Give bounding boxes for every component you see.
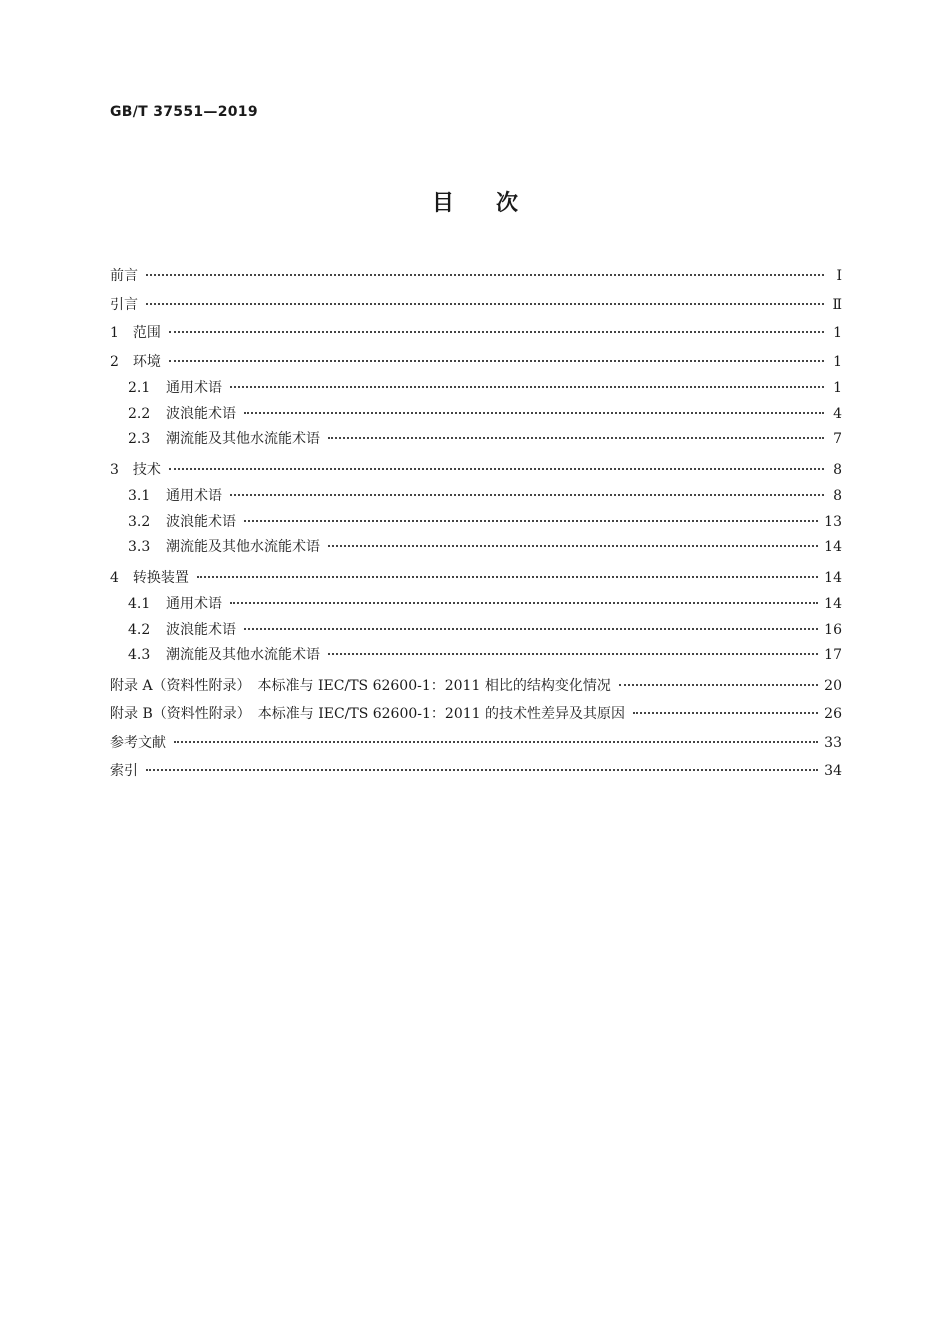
toc-entry-section-4-3[interactable] xyxy=(110,643,842,669)
toc-entry-label: 3 技术 xyxy=(110,456,161,485)
toc-entry-label: 4.3 潮流能及其他水流能术语 xyxy=(128,643,320,669)
toc-entry-number: 4.2 xyxy=(128,621,151,638)
toc-entry-label: 2.1 通用术语 xyxy=(128,376,222,402)
toc-entry-page: 8 xyxy=(833,488,842,504)
toc-entry-section-3-1[interactable] xyxy=(110,484,842,510)
toc-entry-page: 13 xyxy=(824,513,842,530)
toc-entry-page: 17 xyxy=(824,647,842,663)
toc-entry-number: 3.3 xyxy=(128,539,151,555)
toc-entry-number: 3.2 xyxy=(128,513,151,530)
toc-entry-annex-b[interactable] xyxy=(110,700,842,729)
toc-entry-label: 索引 xyxy=(110,763,138,779)
dot-leader xyxy=(146,274,824,276)
toc-entry-label: 2 环境 xyxy=(110,348,161,377)
dot-leader xyxy=(633,712,818,714)
toc-entry-page: 20 xyxy=(824,677,842,694)
toc-entry-label: 参考文献 xyxy=(110,734,166,751)
dot-leader xyxy=(169,360,824,362)
toc-entry-number: 2.3 xyxy=(128,431,151,447)
page-title: 目次 xyxy=(431,191,560,216)
toc-entry-page: 33 xyxy=(824,734,842,751)
dot-leader xyxy=(244,412,824,414)
toc-entry-index[interactable] xyxy=(110,757,842,786)
dot-leader xyxy=(328,437,824,439)
dot-leader xyxy=(169,331,824,333)
toc-entry-page: 8 xyxy=(833,461,842,478)
toc-entry-number: 4.3 xyxy=(128,647,151,663)
dot-leader xyxy=(328,653,818,655)
dot-leader xyxy=(197,576,818,578)
toc-entry-section-2-1[interactable] xyxy=(110,376,842,402)
dot-leader xyxy=(146,303,824,305)
toc-entry-section-1[interactable] xyxy=(110,319,842,348)
toc-entry-page: 1 xyxy=(833,380,842,396)
toc-entry-annex-a[interactable] xyxy=(110,672,842,701)
dot-leader xyxy=(169,468,824,470)
toc-entry-label: 4.1 通用术语 xyxy=(128,592,222,618)
toc-entry-page: 1 xyxy=(833,353,842,370)
toc-entry-label: 前言 xyxy=(110,268,138,284)
toc-entry-number: 3.1 xyxy=(128,488,151,504)
toc-entry-number: 2 xyxy=(110,353,119,370)
toc-entry-number: 4 xyxy=(110,569,119,586)
toc-entry-section-2-3[interactable] xyxy=(110,427,842,453)
toc-entry-page: 14 xyxy=(824,596,842,612)
dot-leader xyxy=(230,386,824,388)
toc-entry-number: 4.1 xyxy=(128,596,151,612)
toc-entry-page: 14 xyxy=(824,569,842,586)
dot-leader xyxy=(244,628,818,630)
toc-entry-section-2-2[interactable] xyxy=(110,402,842,428)
toc-entry-page: Ⅰ xyxy=(836,268,842,284)
toc-entry-label: 4.2 波浪能术语 xyxy=(128,618,236,644)
dot-leader xyxy=(230,602,818,604)
toc-entry-page: 26 xyxy=(824,706,842,722)
toc-entry-label: 3.1 通用术语 xyxy=(128,484,222,510)
toc-entry-foreword[interactable] xyxy=(110,262,842,291)
dot-leader xyxy=(174,741,818,743)
toc-entry-bibliography[interactable] xyxy=(110,729,842,758)
toc-entry-section-3-2[interactable] xyxy=(110,510,842,536)
dot-leader xyxy=(619,684,818,686)
toc-entry-page: 16 xyxy=(824,621,842,638)
toc-entry-label: 附录 A（资料性附录） 本标准与 IEC/TS 62600-1：2011 相比的结构变化情况 xyxy=(110,677,611,694)
dot-leader xyxy=(146,769,818,771)
dot-leader xyxy=(328,545,818,547)
toc-entry-section-3-3[interactable] xyxy=(110,535,842,561)
toc-entry-label: 2.2 波浪能术语 xyxy=(128,402,236,428)
dot-leader xyxy=(244,520,818,522)
toc-entry-number: 2.2 xyxy=(128,405,151,422)
toc-entry-label: 引言 xyxy=(110,296,138,313)
table-of-contents xyxy=(110,262,842,786)
toc-entry-page: 4 xyxy=(833,405,842,422)
toc-entry-page: 1 xyxy=(833,325,842,341)
toc-entry-number: 2.1 xyxy=(128,380,151,396)
toc-entry-page: 7 xyxy=(833,431,842,447)
toc-entry-label: 附录 B（资料性附录） 本标准与 IEC/TS 62600-1：2011 的技术性差异及其原因 xyxy=(110,706,625,722)
toc-entry-page: 34 xyxy=(824,763,842,779)
toc-entry-label: 3.3 潮流能及其他水流能术语 xyxy=(128,535,320,561)
toc-entry-section-4-2[interactable] xyxy=(110,618,842,644)
dot-leader xyxy=(230,494,824,496)
toc-entry-label: 4 转换装置 xyxy=(110,564,189,593)
toc-entry-introduction[interactable] xyxy=(110,291,842,320)
toc-entry-section-4-1[interactable] xyxy=(110,592,842,618)
standard-number: GB/T 37551—2019 xyxy=(110,104,258,120)
toc-entry-label: 1 范围 xyxy=(110,319,161,348)
toc-entry-section-2[interactable] xyxy=(110,348,842,377)
toc-entry-label: 3.2 波浪能术语 xyxy=(128,510,236,536)
toc-entry-page: 14 xyxy=(824,539,842,555)
toc-entry-page: Ⅱ xyxy=(832,296,842,313)
toc-entry-label: 2.3 潮流能及其他水流能术语 xyxy=(128,427,320,453)
toc-entry-number: 3 xyxy=(110,461,119,478)
toc-entry-section-3[interactable] xyxy=(110,456,842,485)
toc-entry-section-4[interactable] xyxy=(110,564,842,593)
toc-entry-number: 1 xyxy=(110,325,119,341)
